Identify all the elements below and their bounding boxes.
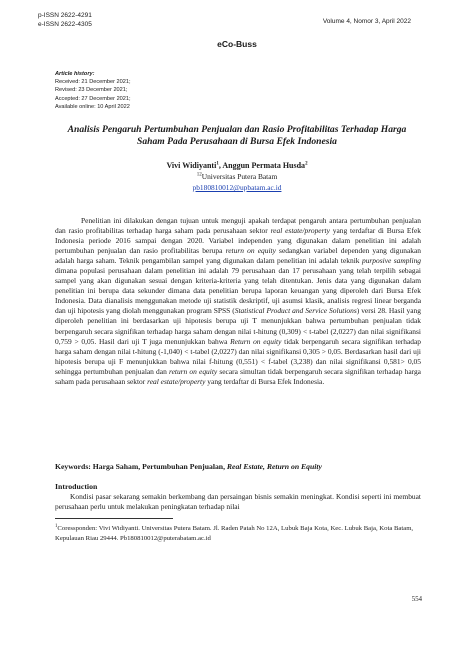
abstract-text: dimana populasi perusahaan dalam penelitian ini adalah 79 perusahaan dan 17 perusahaan yang telah terpilih sebagai sampel yang akan digunakan sesuai dengan kriteria-kriteria yang telah ditentukan. Jenis data yang digunakan dalam penelitian ini berupa data sekunder dimana data penelitian berupa laporan keuangan yang diperoleh dari Bursa Efek Indonesia. Data dianalisis menggunakan metode uji statistik deskriptif, uji asumsi klasik, analisis regresi linear berganda dan uji hipotesis yang diolah menggunakan program SPSS ( bbox=[55, 266, 421, 316]
keywords-label: Keywords: bbox=[55, 462, 93, 471]
article-history-heading: Article history: bbox=[55, 71, 95, 77]
issn-block bbox=[38, 11, 92, 29]
email-link[interactable]: pb180810012@upbatam.ac.id bbox=[192, 183, 282, 192]
keywords-italic: Real Estate, Return on Equity bbox=[226, 462, 322, 471]
keywords bbox=[55, 462, 421, 471]
revised-date: Revised: 23 December 2021; bbox=[55, 87, 128, 94]
paper-title: Analisis Pengaruh Pertumbuhan Penjualan dan Rasio Profitabilitas Terhadap Harga Saham Pada Perusahaan di Bursa Efek Indonesia bbox=[67, 124, 407, 147]
affiliation-name: Universitas Putera Batam bbox=[201, 172, 278, 181]
abstract-italic: return on equity bbox=[225, 246, 276, 256]
author-2-sup: 2 bbox=[305, 161, 308, 167]
author-line bbox=[0, 161, 474, 170]
abstract-italic: real estate/property bbox=[147, 376, 206, 386]
author-1-sup: 1 bbox=[216, 161, 219, 167]
author-2: Anggun Permata Husda bbox=[222, 161, 306, 170]
affiliation-sup: 12 bbox=[196, 172, 202, 178]
affiliation bbox=[0, 172, 474, 181]
abstract-text: yang terdaftar di Bursa Efek Indonesia periode 2016 sampai dengan 2020. Variabel independen yang digunakan dalam penelitian ini adalah pertumbuhan penjualan dan rasio profitabilitas berupa bbox=[55, 226, 421, 256]
abstract-italic: Return on equity bbox=[230, 336, 282, 346]
received-date: Received: 21 December 2021; bbox=[55, 79, 131, 86]
footnote-divider bbox=[55, 518, 173, 519]
available-date: Available online: 10 April 2022 bbox=[55, 103, 130, 110]
abstract-text: yang terdaftar di Bursa Efek Indonesia. bbox=[205, 376, 325, 386]
abstract-text: Penelitian ini dilakukan dengan tujuan untuk menguji apakah terdapat pengaruh antara pertumbuhan penjualan dan rasio profitabilitas terhadap harga saham pada perusahaan sektor bbox=[55, 216, 421, 236]
volume-info: Volume 4, Nomor 3, April 2022 bbox=[322, 18, 411, 25]
author-1: Vivi Widiyanti bbox=[166, 161, 217, 170]
abstract-italic: real estate/property bbox=[270, 226, 330, 236]
pissn: p-ISSN 2622-4291 bbox=[38, 12, 92, 19]
article-history bbox=[55, 70, 131, 111]
abstract-italic: purposive sampling bbox=[361, 256, 422, 266]
introduction-heading: Introduction bbox=[55, 482, 98, 491]
accepted-date: Accepted: 27 December 2021; bbox=[55, 95, 131, 102]
introduction-text: Kondisi pasar sekarang semakin berkembang dan persaingan bisnis semakin meningkat. Kondisi seperti ini membuat perusahaan perlu untuk melakukan peningkatan terhadap nilai bbox=[55, 492, 421, 512]
eissn: e-ISSN 2622-4305 bbox=[38, 21, 92, 28]
abstract-italic: Statistical Product and Service Solutions bbox=[234, 306, 357, 316]
page-number: 554 bbox=[411, 596, 422, 603]
abstract-italic: return on equity bbox=[168, 366, 218, 376]
abstract bbox=[55, 216, 421, 387]
keywords-plain: Harga Saham, Pertumbuhan Penjualan, bbox=[92, 462, 227, 471]
footnote-sup: 1 bbox=[55, 524, 58, 529]
abstract-text: ) versi 28. Hasil yang diperoleh penelitian ini berdasarkan uji hipotesis berupa uji T menunjukkan bahwa pertumbuhan penjualan tidak berpengaruh secara signifikan terhadap harga saham dengan nilai t-hitung (0,309) < t-tabel (2,0227) dan nilai signifikansi 0,759 > 0,05. Hasil dari uji T juga menunjukkan bahwa bbox=[55, 306, 421, 346]
abstract-text: sedangkan variabel dependen yang digunakan adalah harga saham. Teknik pengambilan sampel yang digunakan dalam penelitian ini adalah teknik bbox=[55, 246, 421, 266]
footnote-text: Coressponden: Vivi Widiyanti. Universitas Putera Batam. Jl. Raden Patah No 12A, Lubuk Baja Kota, Kec. Lubuk Baja, Kota Batam, Kepulauan Riau 29444. Pb180810012@puterabatam.ac.id bbox=[55, 525, 414, 542]
abstract-text: tidak berpengaruh secara signifikan terhadap harga saham dengan nilai t-hitung (-1,040) < t-tabel (2,0227) dan nilai signifikansi 0,305 > 0,05. Berdasarkan hasil dari uji hipotesis berupa uji F menunjukkan bahwa nilai f-hitung (0,551) < f-tabel (3,238) dan nilai signifikansi 0,581> 0,05 sehingga pertumbuhan penjualan dan bbox=[55, 336, 421, 376]
abstract-text: secara simultan tidak berpengaruh secara signifikan terhadap harga saham pada perusahaan sektor bbox=[55, 366, 421, 386]
footnote bbox=[55, 522, 421, 543]
journal-name: eCo-Buss bbox=[217, 39, 257, 49]
author-separator: , bbox=[218, 161, 223, 170]
author-email bbox=[0, 183, 474, 192]
